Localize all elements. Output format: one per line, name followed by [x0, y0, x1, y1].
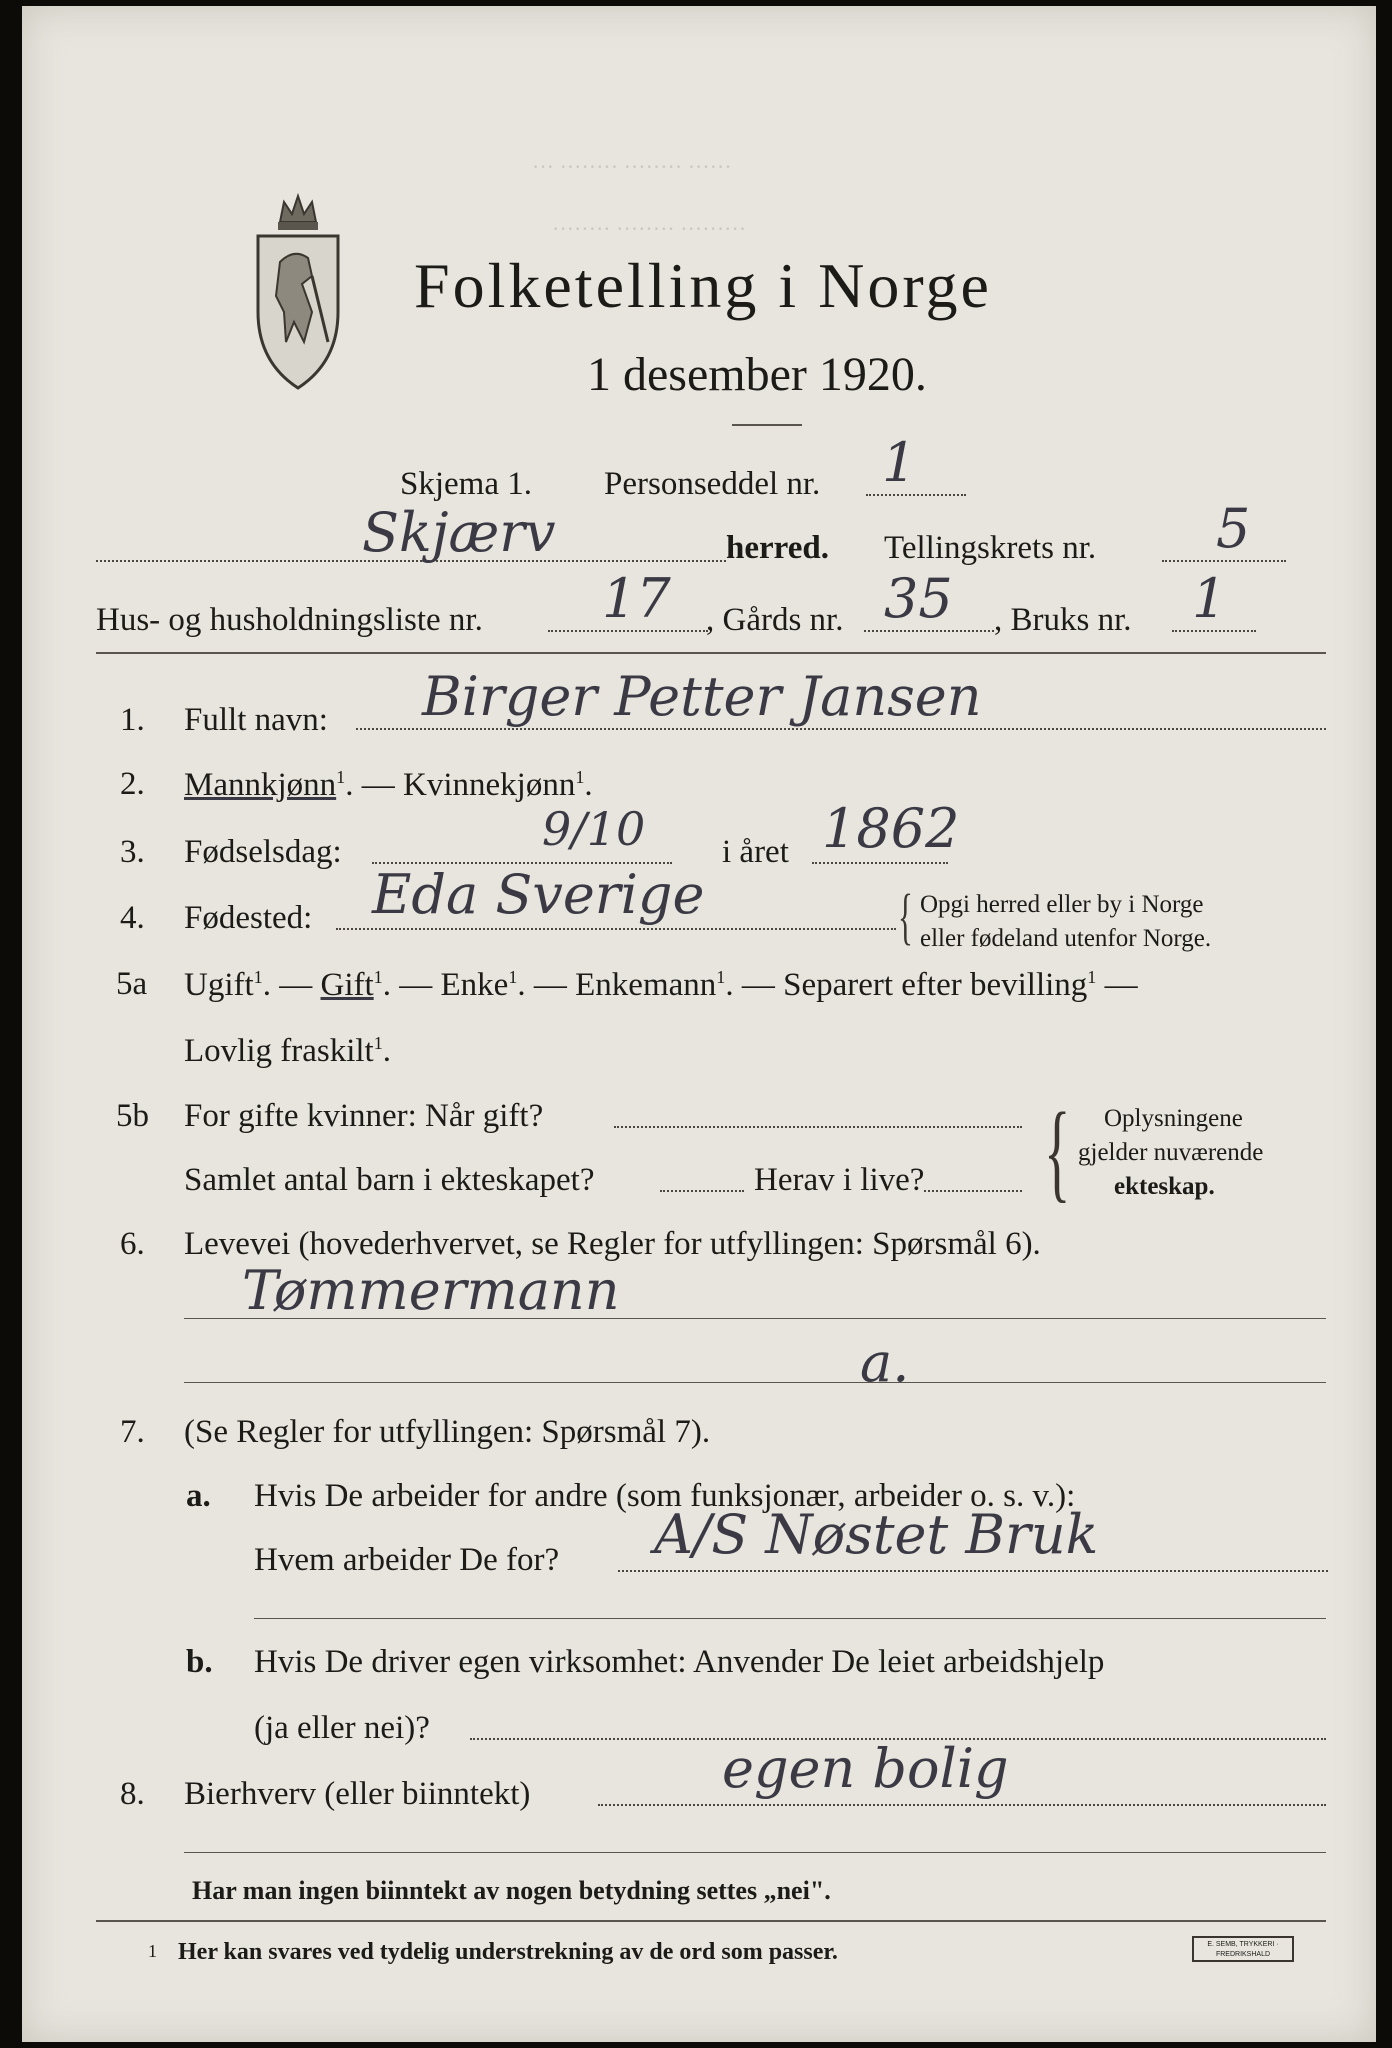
q8-line2	[184, 1852, 1326, 1853]
q6-number: 6.	[120, 1226, 145, 1262]
q6-line1	[184, 1318, 1326, 1319]
q4-note-line2: eller fødeland utenfor Norge.	[920, 925, 1212, 952]
form-date: 1 desember 1920.	[587, 348, 927, 401]
female-option[interactable]: Kvinnekjønn	[403, 767, 576, 803]
birthplace-value[interactable]: Eda Sverige	[372, 863, 705, 926]
bruks-value[interactable]: 1	[1192, 567, 1227, 630]
q5b-note-line2: gjelder nuværende	[1078, 1139, 1264, 1166]
husliste-value[interactable]: 17	[602, 567, 671, 630]
title-divider	[732, 424, 802, 426]
printer-stamp: E. SEMB, TRYKKERI · FREDRIKSHALD	[1192, 1936, 1294, 1962]
footnote-text: Her kan svares ved tydelig understrekning av de ord som passer.	[178, 1939, 838, 1965]
census-form-page	[22, 6, 1376, 2042]
tellingskrets-label: Tellingskrets nr.	[884, 530, 1097, 566]
year-label: i året	[722, 834, 789, 870]
q8-number: 8.	[120, 1776, 145, 1812]
q1-dots	[356, 728, 1326, 730]
gards-label: , Gårds nr.	[706, 602, 844, 638]
year-dots	[812, 862, 948, 864]
q5b-brace: {	[1044, 1090, 1071, 1212]
personseddel-value[interactable]: 1	[882, 431, 917, 494]
bleed-through-text: ··· ········ ········ ······	[532, 154, 732, 179]
header-rule	[96, 652, 1326, 654]
q6-line2	[184, 1382, 1326, 1383]
q7a-line2	[254, 1618, 1326, 1619]
separert-option[interactable]: Separert efter bevilling	[783, 967, 1088, 1003]
personseddel-label: Personseddel nr.	[604, 466, 821, 502]
tellingskrets-value[interactable]: 5	[1216, 497, 1251, 560]
q5b-number: 5b	[116, 1098, 149, 1134]
q7b-text: Hvis De driver egen virksomhet: Anvender De leiet arbeidshjelp	[254, 1644, 1105, 1680]
q5a-number: 5a	[116, 966, 148, 1002]
footnote-mark: 1	[148, 1941, 157, 1961]
occupation-value-extra[interactable]: a.	[860, 1331, 910, 1394]
q6-label: Levevei (hovederhvervet, se Regler for utfyllingen: Spørsmål 6).	[184, 1226, 1041, 1262]
q2-number: 2.	[120, 766, 145, 802]
enkemann-option[interactable]: Enkemann	[575, 967, 717, 1003]
q5b-barn-dots	[660, 1190, 744, 1192]
q5b-married-dots	[614, 1126, 1022, 1128]
tellingskrets-dots	[1162, 560, 1286, 562]
q8-dots	[598, 1804, 1326, 1806]
husliste-label: Hus- og husholdningsliste nr.	[96, 602, 483, 638]
personseddel-dots	[866, 494, 966, 496]
q5b-note-line1: Oplysningene	[1104, 1105, 1243, 1132]
male-option[interactable]: Mannkjønn	[184, 767, 337, 803]
q7b-letter: b.	[186, 1644, 213, 1680]
birthdate-value[interactable]: 9/10	[542, 802, 646, 856]
q4-number: 4.	[120, 900, 145, 936]
bruks-dots	[1172, 630, 1256, 632]
q5b-note-line3: ekteskap.	[1114, 1173, 1215, 1200]
bleed-through-text: ········ ········ ·········	[552, 216, 747, 241]
q5b-live-label: Herav i live?	[754, 1162, 925, 1198]
schema-label: Skjema 1.	[400, 466, 532, 502]
q5b-barn-label: Samlet antal barn i ekteskapet?	[184, 1162, 595, 1198]
birth-year-value[interactable]: 1862	[822, 797, 960, 860]
gards-dots	[864, 630, 994, 632]
q3-number: 3.	[120, 834, 145, 870]
q4-brace: {	[898, 883, 913, 951]
q5a-options: Ugift$^1$. — Gift$^1$. — Enke$^1$. — Enkemann$^1$. — Separert efter bevilling$^1$ —	[184, 967, 1138, 1003]
q7-label: (Se Regler for utfyllingen: Spørsmål 7).	[184, 1414, 711, 1450]
q5a-options-line2: Lovlig fraskilt$^1$.	[184, 1033, 392, 1069]
q7a-letter: a.	[186, 1478, 211, 1514]
nei-note: Har man ingen biinntekt av nogen betydning settes „nei".	[192, 1876, 831, 1905]
footer-rule	[96, 1920, 1326, 1922]
q2-options: Mannkjønn$^1$. — Kvinnekjønn$^1$.	[184, 767, 593, 803]
q4-label: Fødested:	[184, 900, 313, 936]
ugift-option[interactable]: Ugift	[184, 967, 254, 1003]
gift-option[interactable]: Gift	[320, 967, 374, 1003]
q7b-label: (ja eller nei)?	[254, 1710, 430, 1746]
q5b-label: For gifte kvinner: Når gift?	[184, 1098, 544, 1134]
form-title: Folketelling i Norge	[414, 250, 992, 321]
q8-label: Bierhverv (eller biinntekt)	[184, 1776, 531, 1812]
fraskilt-option[interactable]: Lovlig fraskilt	[184, 1033, 374, 1069]
herred-value[interactable]: Skjærv	[362, 501, 556, 564]
herred-label: herred.	[726, 530, 829, 566]
bruks-label: , Bruks nr.	[994, 602, 1132, 638]
occupation-value[interactable]: Tømmermann	[242, 1259, 620, 1322]
enke-option[interactable]: Enke	[440, 967, 509, 1003]
employer-value[interactable]: A/S Nøstet Bruk	[654, 1503, 1099, 1566]
norwegian-coat-of-arms-icon	[250, 192, 346, 392]
q1-number: 1.	[120, 702, 145, 738]
secondary-income-value[interactable]: egen bolig	[722, 1737, 1009, 1800]
q4-note-line1: Opgi herred eller by i Norge	[920, 891, 1204, 918]
q7-number: 7.	[120, 1414, 145, 1450]
full-name-value[interactable]: Birger Petter Jansen	[422, 665, 982, 728]
q7a-text: Hvis De arbeider for andre (som funksjonær, arbeider o. s. v.):	[254, 1478, 1076, 1514]
husliste-dots	[548, 630, 708, 632]
q1-label: Fullt navn:	[184, 702, 328, 738]
q7a-label: Hvem arbeider De for?	[254, 1542, 560, 1578]
q5b-live-dots	[924, 1190, 1022, 1192]
gards-value[interactable]: 35	[884, 567, 953, 630]
q3-label: Fødselsdag:	[184, 834, 342, 870]
q4-dots	[336, 928, 896, 930]
q7a-dots	[618, 1570, 1328, 1572]
